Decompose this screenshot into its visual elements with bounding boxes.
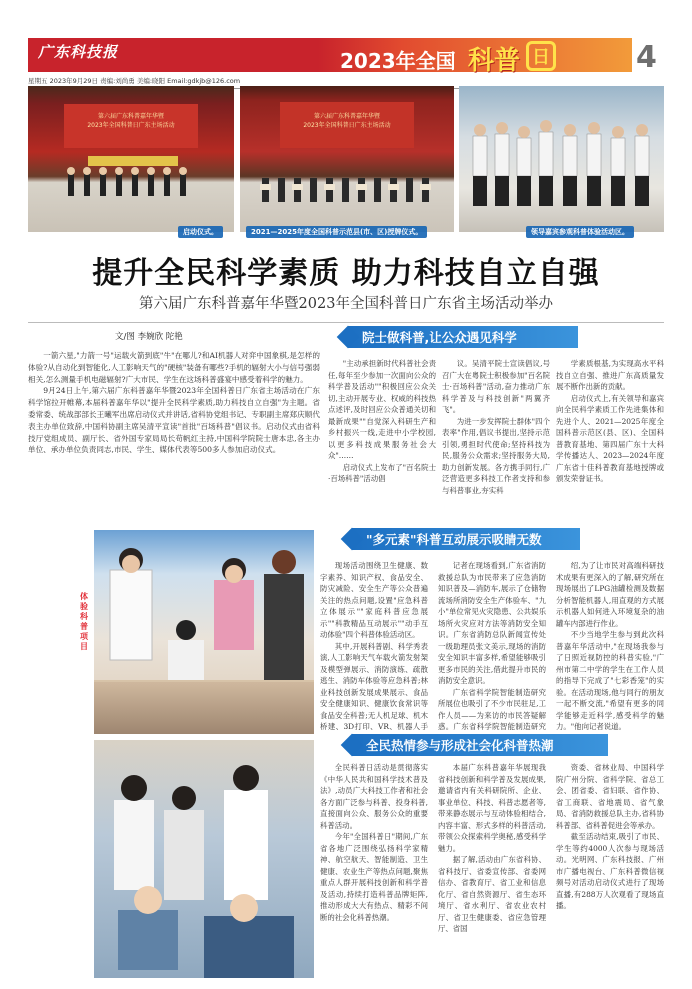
- photo-caption-launch: 启动仪式。: [178, 226, 223, 238]
- screen-subtitle: 2023年全国科普日广东主场活动: [87, 122, 175, 129]
- sec1-c3b: 启动仪式上,有关领导和嘉宾向全民科学素质工作先进集体和先进个人、2021—2025年度全国科普示范区(县、区)、全国科普教育基地、第四届广东十大科学传播达人、2023—2024年度广东省十佳科普教育基地授牌或颁发荣誉证书。: [556, 393, 664, 483]
- byline: 文/图 李婉欣 陀艳: [115, 332, 183, 342]
- newspaper-logo: 广东科技报: [38, 43, 119, 61]
- issue-meta: 星期五 2023年9月29日 责编:刘尚勇 美编:晓阳 Email:gdkjb@126.com: [28, 76, 658, 89]
- photo-caption-visit: 领导嘉宾参观科普体验活动区。: [526, 226, 634, 238]
- page-number: 4: [636, 40, 657, 75]
- sec2-c3b: 不少当地学生参与到此次科普嘉年华活动中,"在现场我参与了日照近视防控的科普实验,"广州市第二中学的学生在工作人员的指导下完成了"七彩香笼"的实验。在活动现场,他与同行的朋友一起不断交流,"希望有更多的同学能够走近科学,感受科学的魅力。"他向记者说道。: [556, 630, 664, 731]
- screen-title-2: 第六届广东科普嘉年华暨: [313, 113, 380, 120]
- photo-caption-vertical: 体验科普项目: [80, 592, 88, 651]
- header-science-label: 科普: [468, 46, 521, 76]
- award-scene-icon: [240, 86, 454, 232]
- stage-scene-icon: [28, 86, 234, 232]
- headline: 提升全民科学素质 助力科技自立自强: [92, 256, 600, 291]
- header-year-label: 2023年全国: [340, 49, 456, 73]
- sec1-c2b: 为进一步发挥院士群体"四个表率"作用,倡议书提出,坚持示范引领,勇担时代使命;坚持科技为民,服务公众需求;坚持服务大局,助力创新发展。各方携手同行,广泛营造更多科技工作者支持和参与科普事业,夯实科: [442, 416, 550, 495]
- divider: [28, 322, 664, 323]
- subtitle: 第六届广东科普嘉年华暨2023年全国科普日广东省主场活动举办: [139, 296, 553, 312]
- sec2-c3: 绍,为了让市民对高端科研技术成果有更深入的了解,研究所在现场展出了LPG油罐检测及数据分析智能机器人,用直观的方式展示机器人如何进入环境复杂的油罐车内部进行作业。: [556, 561, 664, 628]
- photo-caption-award: 2021—2025年度全国科普示范县(市、区)授牌仪式。: [246, 226, 427, 238]
- sec2-c1b: 其中,开展科普剧、科学秀表演,人工影响天气车载火箭发射架及模型弹展示、消防演练、疏散逃生、消防车体验等应急科普;林业科技创新发展成果展示、食品安全健康知识、健康饮食常识等食品安全科普;无人机足球、机木桥建、3D打印、VR、机器人手: [320, 641, 428, 731]
- section-heading-public: 全民热情参与形成社会化科普热潮: [352, 734, 608, 756]
- sec1-c1b: 启动仪式上发布了"百名院士·百场科普"活动倡: [328, 462, 436, 483]
- screen-subtitle-2: 2023年全国科普日广东主场活动: [303, 122, 391, 129]
- photo-experience-crowd: [94, 682, 314, 734]
- sec1-c3: 学素质根基,为实现高水平科技自立自强、推进广东高质量发展不断作出新的贡献。: [556, 359, 664, 391]
- photo-students: [94, 740, 314, 978]
- photo-leaders-visit: [459, 86, 664, 232]
- sec2-col3: [556, 560, 664, 734]
- sec2-col2: [438, 560, 546, 734]
- sec3-c1: 全民科普日活动是贯彻落实《中华人民共和国科学技术普及法》,动员广大科技工作者和社会各方面广泛参与科普、投身科普,直接面向公众、服务公众的重要科普活动。: [320, 763, 428, 830]
- sec1-col3: [556, 358, 664, 520]
- photo-award-ceremony: [240, 86, 454, 232]
- header-day-char: 日: [526, 41, 556, 71]
- sec2-c2: 记者在现场看到,广东省消防救援总队为市民带来了应急消防知识普及—消防车,展示了仓储物流场所消防安全生产体验车、"九小"单位常见火灾隐患、公共娱乐场所火灾应对方法等消防安全知识。广东省消防总队新闻宣传处一级助理员张文美示,现场的消防安全知识丰富多样,希望能够吸引更多市民的关注,借此提升市民的消防安全意识。: [438, 561, 546, 685]
- sec3-col2: [438, 762, 546, 978]
- sec2-col1: [320, 560, 428, 734]
- sec2-c2b: 广东省科学院智能制造研究所展位也吸引了不少市民驻足,工作人员——为来访的市民答疑解惑。广东省科学院智能制造研究: [438, 687, 546, 731]
- sec3-c2: 本届广东科普嘉年华展现我省科技创新和科学普及发展成果,邀请省内有关科研院所、企业、事业单位、科技、科普志愿者等,带来静态展示与互动体验相结合,内容丰富、形式多样的科普活动,带领公众探索科学奥秘,感受科学魅力。: [438, 763, 546, 853]
- section-heading-interactive: "多元素"科普互动展示吸睛无数: [352, 528, 580, 550]
- students-scene-icon: [94, 740, 314, 978]
- sec3-c2b: 据了解,活动由广东省科协、省科技厅、省委宣传部、省委网信办、省教育厅、省工业和信息化厅、省自然资源厅、省生态环境厅、省水利厅、省农业农村厅、省卫生健康委、省应急管理厅、省国: [438, 855, 546, 933]
- sec3-c1b: 今年"全国科普日"期间,广东省各地广泛围绕弘扬科学家精神、航空航天、智能制造、卫生健康、农业生产等热点问题,聚焦重点人群开展科技创新和科学普及活动,持续打造科普品牌矩阵,推动形成大大有热点、精彩不间断的社会化科普热潮。: [320, 832, 428, 922]
- sec1-c2: 议。吴清平院士宣读倡议,号召广大在粤院士积极参加"百名院士·百场科普"活动,奋力推动广东科学普及与科技创新"两翼齐飞"。: [442, 359, 550, 414]
- sec2-c1: 现场活动围绕卫生健康、数字素养、知识产权、食品安全、防灾减险、安全生产等公众普遍关注的热点问题,设置"应急科普立体展示""家庭科普应急展示""科教精品互动展示""动手互动体验"四个科普体验活动区。: [320, 561, 428, 639]
- sec3-col1: [320, 762, 428, 978]
- photo-launch-ceremony: [28, 86, 234, 232]
- sec3-col3: [556, 762, 664, 978]
- sec3-c3: 资委、省林业局、中国科学院广州分院、省科学院、省总工会、团省委、省妇联、省作协、省工商联、省地震局、省气象局、省消防救援总队主办,省科协科普部、省科普促进会等承办。: [556, 763, 664, 830]
- intro-paragraph-2: 9月24日上午,第六届广东科普嘉年华暨2023年全国科普日广东省主场活动在广东科学馆拉开帷幕,本届科普嘉年华以"提升全民科学素质,助力科技自立自强"为主题。省委常委、统战部部长王曦军出席启动仪式并讲话,省科协党组书记、专职副主席郑庆顺代表主办单位致辞,中国科协副主席吴清平宣读"首批"百场科普"倡议书。启动仪式由省科技厅党组成员、副厅长、省外国专家局局长苟帆红主持,中国科学院院士唐本忠,各主办单位、承办单位负责同志,市民、学生、媒体代表等500多人参加启动仪式。: [28, 386, 320, 455]
- section-heading-academicians: 院士做科普,让公众遇见科学: [348, 326, 578, 348]
- intro-text: [28, 350, 320, 520]
- intro-paragraph-1: 一箭六星,"力箭一号"运载火箭到底"牛"在哪儿?和AI机器人对弈中国象棋,是怎样的体验?从自动化到智能化,人工影响天气的"硬核"装备有哪些?手机的辐射大小与信号强弱相关,怎么测量手机电磁辐射?广大市民、学生在这场科普盛宴中感受着科学的魅力。: [28, 351, 320, 384]
- visit-scene-icon: [459, 86, 664, 232]
- screen-title: 第六届广东科普嘉年华暨: [97, 113, 164, 120]
- sec1-col2: [442, 358, 550, 520]
- sec1-c1: "主动承担新时代科普社会责任,每年至少参加一次面向公众的科学普及活动""积极回应公众关切,主动开展专业、权威的科技热点述评,及时回应公众普通关切和最新成果""自觉深入科研生产和乡村振兴一线,走进中小学校园,以更多科技成果服务社会大众"……: [328, 359, 436, 460]
- sec1-col1: [328, 358, 436, 520]
- sec3-c3b: 截至活动结束,吸引了市民、学生等约4000人次参与现场活动。光明网、广东科技报、广州市广播电视台、广东科普微信视频号对活动启动仪式进行了现场直播,有288万人次观看了现场直播。: [556, 832, 664, 910]
